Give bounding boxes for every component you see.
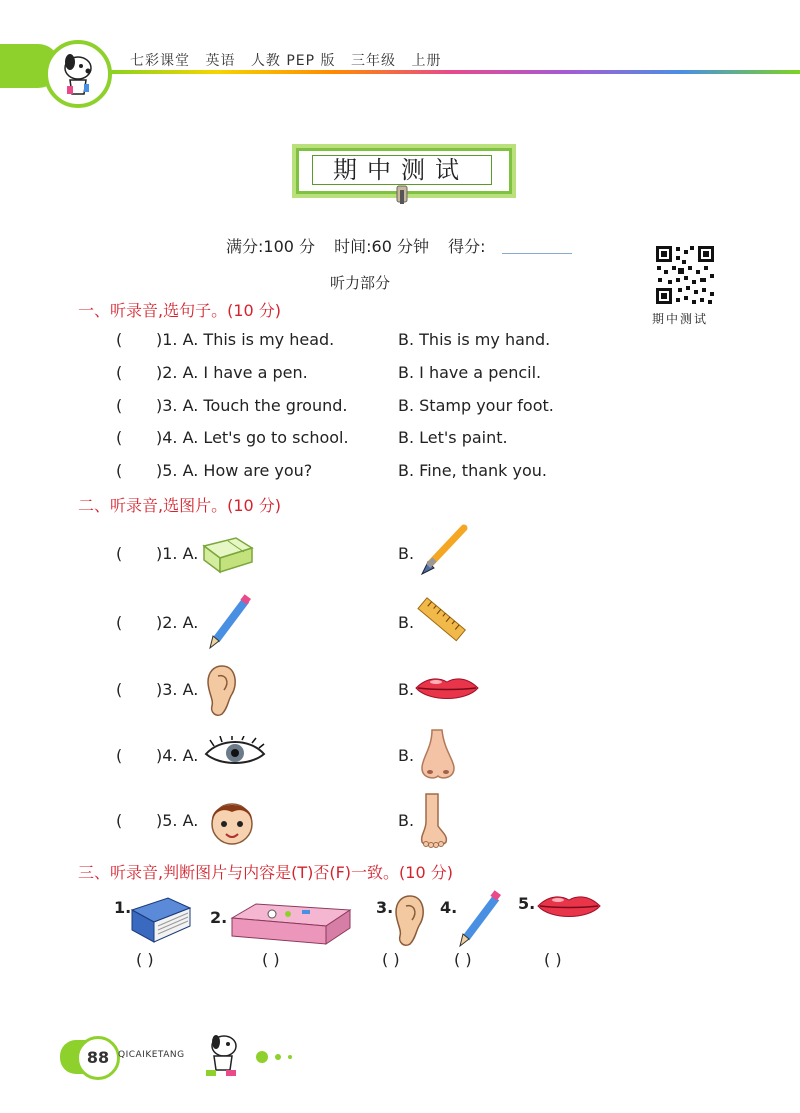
p1-q1-option-a: )1. A. This is my head. xyxy=(156,330,335,349)
p1-q2-option-b: B. I have a pencil. xyxy=(398,363,542,382)
foot-icon xyxy=(416,792,452,850)
page-number: 88 xyxy=(76,1036,120,1080)
book-icon xyxy=(128,894,194,946)
listening-heading: 听力部分 xyxy=(330,274,391,292)
p1-q3-option-b: B. Stamp your foot. xyxy=(398,396,554,415)
p3-item2-number: 2. xyxy=(210,908,228,927)
p2-q4-paren[interactable]: ( xyxy=(116,746,123,765)
p1-q1-option-b: B. This is my hand. xyxy=(398,330,551,349)
p3-item5-paren[interactable]: ( ) xyxy=(544,950,562,969)
p1-q4-option-b: B. Let's paint. xyxy=(398,428,508,447)
p1-q4-paren[interactable]: ( xyxy=(116,428,123,447)
p1-q3-paren[interactable]: ( xyxy=(116,396,123,415)
header-grade: 三年级 xyxy=(351,53,396,69)
p2-q4-option-a: )4. A. xyxy=(156,746,199,765)
pencil-icon xyxy=(204,594,254,650)
p2-q3-option-a: )3. A. xyxy=(156,680,199,699)
p2-q5-paren[interactable]: ( xyxy=(116,811,123,830)
ear-icon xyxy=(392,892,428,948)
ruler-icon xyxy=(414,596,468,644)
p3-item3-number: 3. xyxy=(376,898,394,917)
part3-heading: 三、听录音,判断图片与内容是(T)否(F)一致。(10 分) xyxy=(78,863,453,882)
p1-q4-option-a: )4. A. Let's go to school. xyxy=(156,428,349,447)
p3-item3-paren[interactable]: ( ) xyxy=(382,950,400,969)
p2-q1-option-a: )1. A. xyxy=(156,544,199,563)
p3-item5-number: 5. xyxy=(518,894,536,913)
dog-mascot-icon xyxy=(48,44,108,104)
page-title: 期中测试 xyxy=(333,156,469,184)
mascot-logo xyxy=(44,40,112,108)
header-title xyxy=(130,50,451,70)
p3-item1-number: 1. xyxy=(114,898,132,917)
eye-icon xyxy=(204,736,266,770)
p2-q3-paren[interactable]: ( xyxy=(116,680,123,699)
paintbrush-icon xyxy=(414,524,470,580)
score-line xyxy=(226,234,499,257)
p2-q3-option-b: B. xyxy=(398,680,415,699)
mouth-icon xyxy=(414,672,480,706)
p3-item4-paren[interactable]: ( ) xyxy=(454,950,472,969)
qr-label: 期中测试 xyxy=(652,312,709,326)
p2-q2-paren[interactable]: ( xyxy=(116,613,123,632)
dog-mascot-icon xyxy=(196,1030,252,1080)
p1-q2-paren[interactable]: ( xyxy=(116,363,123,382)
p3-item4-number: 4. xyxy=(440,898,458,917)
p2-q1-option-b: B. xyxy=(398,544,415,563)
time-limit: 时间:60 分钟 xyxy=(334,237,429,256)
decorative-dots xyxy=(256,1050,300,1064)
p2-q2-option-b: B. xyxy=(398,613,415,632)
p2-q2-option-a: )2. A. xyxy=(156,613,199,632)
p2-q5-option-a: )5. A. xyxy=(156,811,199,830)
nose-icon xyxy=(416,728,458,784)
p1-q3-option-a: )3. A. Touch the ground. xyxy=(156,396,348,415)
p3-item2-paren[interactable]: ( ) xyxy=(262,950,280,969)
p2-q4-option-b: B. xyxy=(398,746,415,765)
full-marks: 满分:100 分 xyxy=(226,237,316,256)
header-subject: 英语 xyxy=(205,53,236,69)
p1-q1-paren[interactable]: ( xyxy=(116,330,123,349)
p3-item1-paren[interactable]: ( ) xyxy=(136,950,154,969)
p1-q2-option-a: )2. A. I have a pen. xyxy=(156,363,308,382)
p1-q5-option-a: )5. A. How are you? xyxy=(156,461,313,480)
header-volume: 上册 xyxy=(411,53,442,69)
part1-heading: 一、听录音,选句子。(10 分) xyxy=(78,301,282,320)
header-series: 七彩课堂 xyxy=(130,53,190,69)
p2-q1-paren[interactable]: ( xyxy=(116,544,123,563)
p1-q5-paren[interactable]: ( xyxy=(116,461,123,480)
ear-icon xyxy=(204,662,240,718)
p1-q5-option-b: B. Fine, thank you. xyxy=(398,461,547,480)
score-label: 得分: xyxy=(448,237,486,256)
face-icon xyxy=(204,794,260,848)
pencil-clip-icon xyxy=(392,184,412,206)
pencil-box-icon xyxy=(228,902,354,948)
mouth-icon xyxy=(536,890,602,924)
part2-heading: 二、听录音,选图片。(10 分) xyxy=(78,496,282,515)
footer-brand: QICAIKETANG xyxy=(118,1050,185,1060)
header-edition: 人教 PEP 版 xyxy=(250,53,336,69)
score-blank xyxy=(502,253,572,254)
qr-code-icon[interactable] xyxy=(654,244,716,306)
header-rainbow-rule xyxy=(100,70,800,74)
pencil-icon xyxy=(456,890,502,948)
eraser-icon xyxy=(200,528,256,574)
p2-q5-option-b: B. xyxy=(398,811,415,830)
